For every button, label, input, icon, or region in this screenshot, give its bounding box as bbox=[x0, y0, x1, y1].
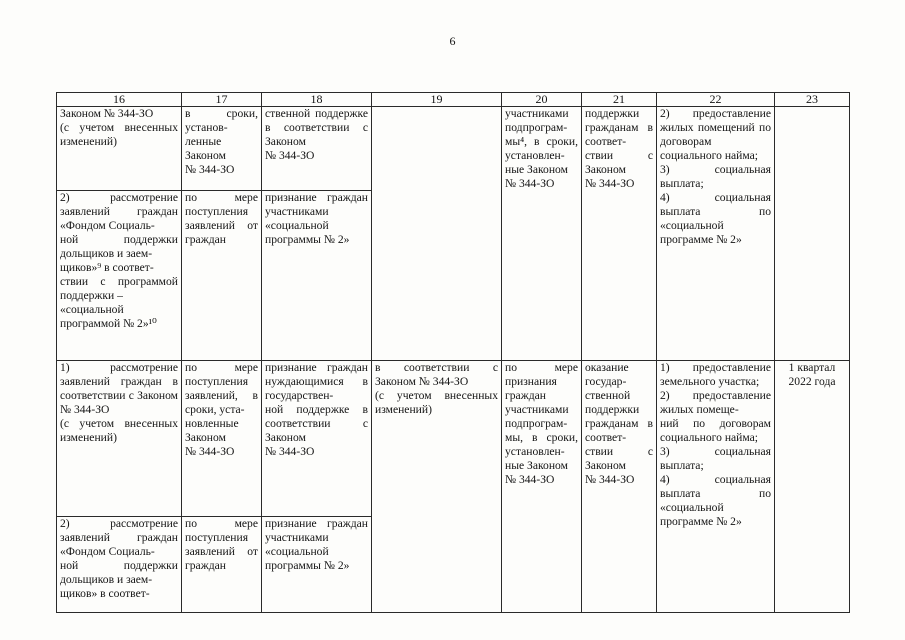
column-header: 23 bbox=[775, 93, 850, 107]
table-row bbox=[57, 107, 850, 191]
column-header: 17 bbox=[182, 93, 262, 107]
column-header: 20 bbox=[502, 93, 582, 107]
table-cell: по мере признания граждан участниками подпрограм- мы, в сроки, установлен- ные Законом № 344-ЗО bbox=[502, 361, 582, 613]
table-cell: ственной поддержке в соответствии с Законом № 344-ЗО bbox=[262, 107, 372, 191]
column-header: 19 bbox=[372, 93, 502, 107]
table-cell: по мере поступления заявлений от граждан bbox=[182, 191, 262, 361]
table-header-row bbox=[57, 93, 850, 107]
column-header: 21 bbox=[582, 93, 657, 107]
table-cell: 2) предоставление жилых помещений по договорам социального найма; 3) социальная выплата; 4) социальная выплата по «социальной программе № 2» bbox=[657, 107, 775, 361]
table-cell: по мере поступления заявлений, в сроки, уста- новленные Законом № 344-ЗО bbox=[182, 361, 262, 517]
page-number: 6 bbox=[449, 34, 456, 48]
table-cell: в сроки, установ- ленные Законом № 344-ЗО bbox=[182, 107, 262, 191]
table-cell bbox=[775, 107, 850, 361]
table-cell: признание граждан участниками «социальной программы № 2» bbox=[262, 191, 372, 361]
table-cell: в соответствии с Законом № 344-ЗО (с учетом внесенных изменений) bbox=[372, 361, 502, 613]
column-header: 18 bbox=[262, 93, 372, 107]
column-header: 22 bbox=[657, 93, 775, 107]
table-cell: 1 квартал 2022 года bbox=[775, 361, 850, 613]
table-cell bbox=[372, 107, 502, 361]
table-cell: 1) рассмотрение заявлений граждан в соответствии с Законом № 344-ЗО (с учетом внесенных изменений) bbox=[57, 361, 182, 517]
document-table bbox=[56, 92, 850, 613]
table-cell: 2) рассмотрение заявлений граждан «Фондом Социаль- ной поддержки дольщиков и заем- щиков»⁹ в соответ- ствии с программой поддержки – «социальной программой № 2»¹⁰ bbox=[57, 191, 182, 361]
table-cell: 1) предоставление земельного участка; 2) предоставление жилых помеще- ний по договорам социального найма; 3) социальная выплата; 4) социальная выплата по «социальной программе № 2» bbox=[657, 361, 775, 613]
table-cell: 2) рассмотрение заявлений граждан «Фондом Социаль- ной поддержки дольщиков и заем- щиков» в соответ- bbox=[57, 517, 182, 613]
table-cell: признание граждан участниками «социальной программы № 2» bbox=[262, 517, 372, 613]
table-cell: участниками подпрограм- мы⁴, в сроки, установлен- ные Законом № 344-ЗО bbox=[502, 107, 582, 361]
table-cell: поддержки гражданам в соответ- ствии с Законом № 344-ЗО bbox=[582, 107, 657, 361]
table-cell: признание граждан нуждающимися в государствен- ной поддержке в соответствии с Законом № 344-ЗО bbox=[262, 361, 372, 517]
table-cell: по мере поступления заявлений от граждан bbox=[182, 517, 262, 613]
column-header: 16 bbox=[57, 93, 182, 107]
table-row bbox=[57, 361, 850, 517]
table-cell: Законом № 344-ЗО (с учетом внесенных изменений) bbox=[57, 107, 182, 191]
table-cell: оказание государ- ственной поддержки гражданам в соответ- ствии с Законом № 344-ЗО bbox=[582, 361, 657, 613]
